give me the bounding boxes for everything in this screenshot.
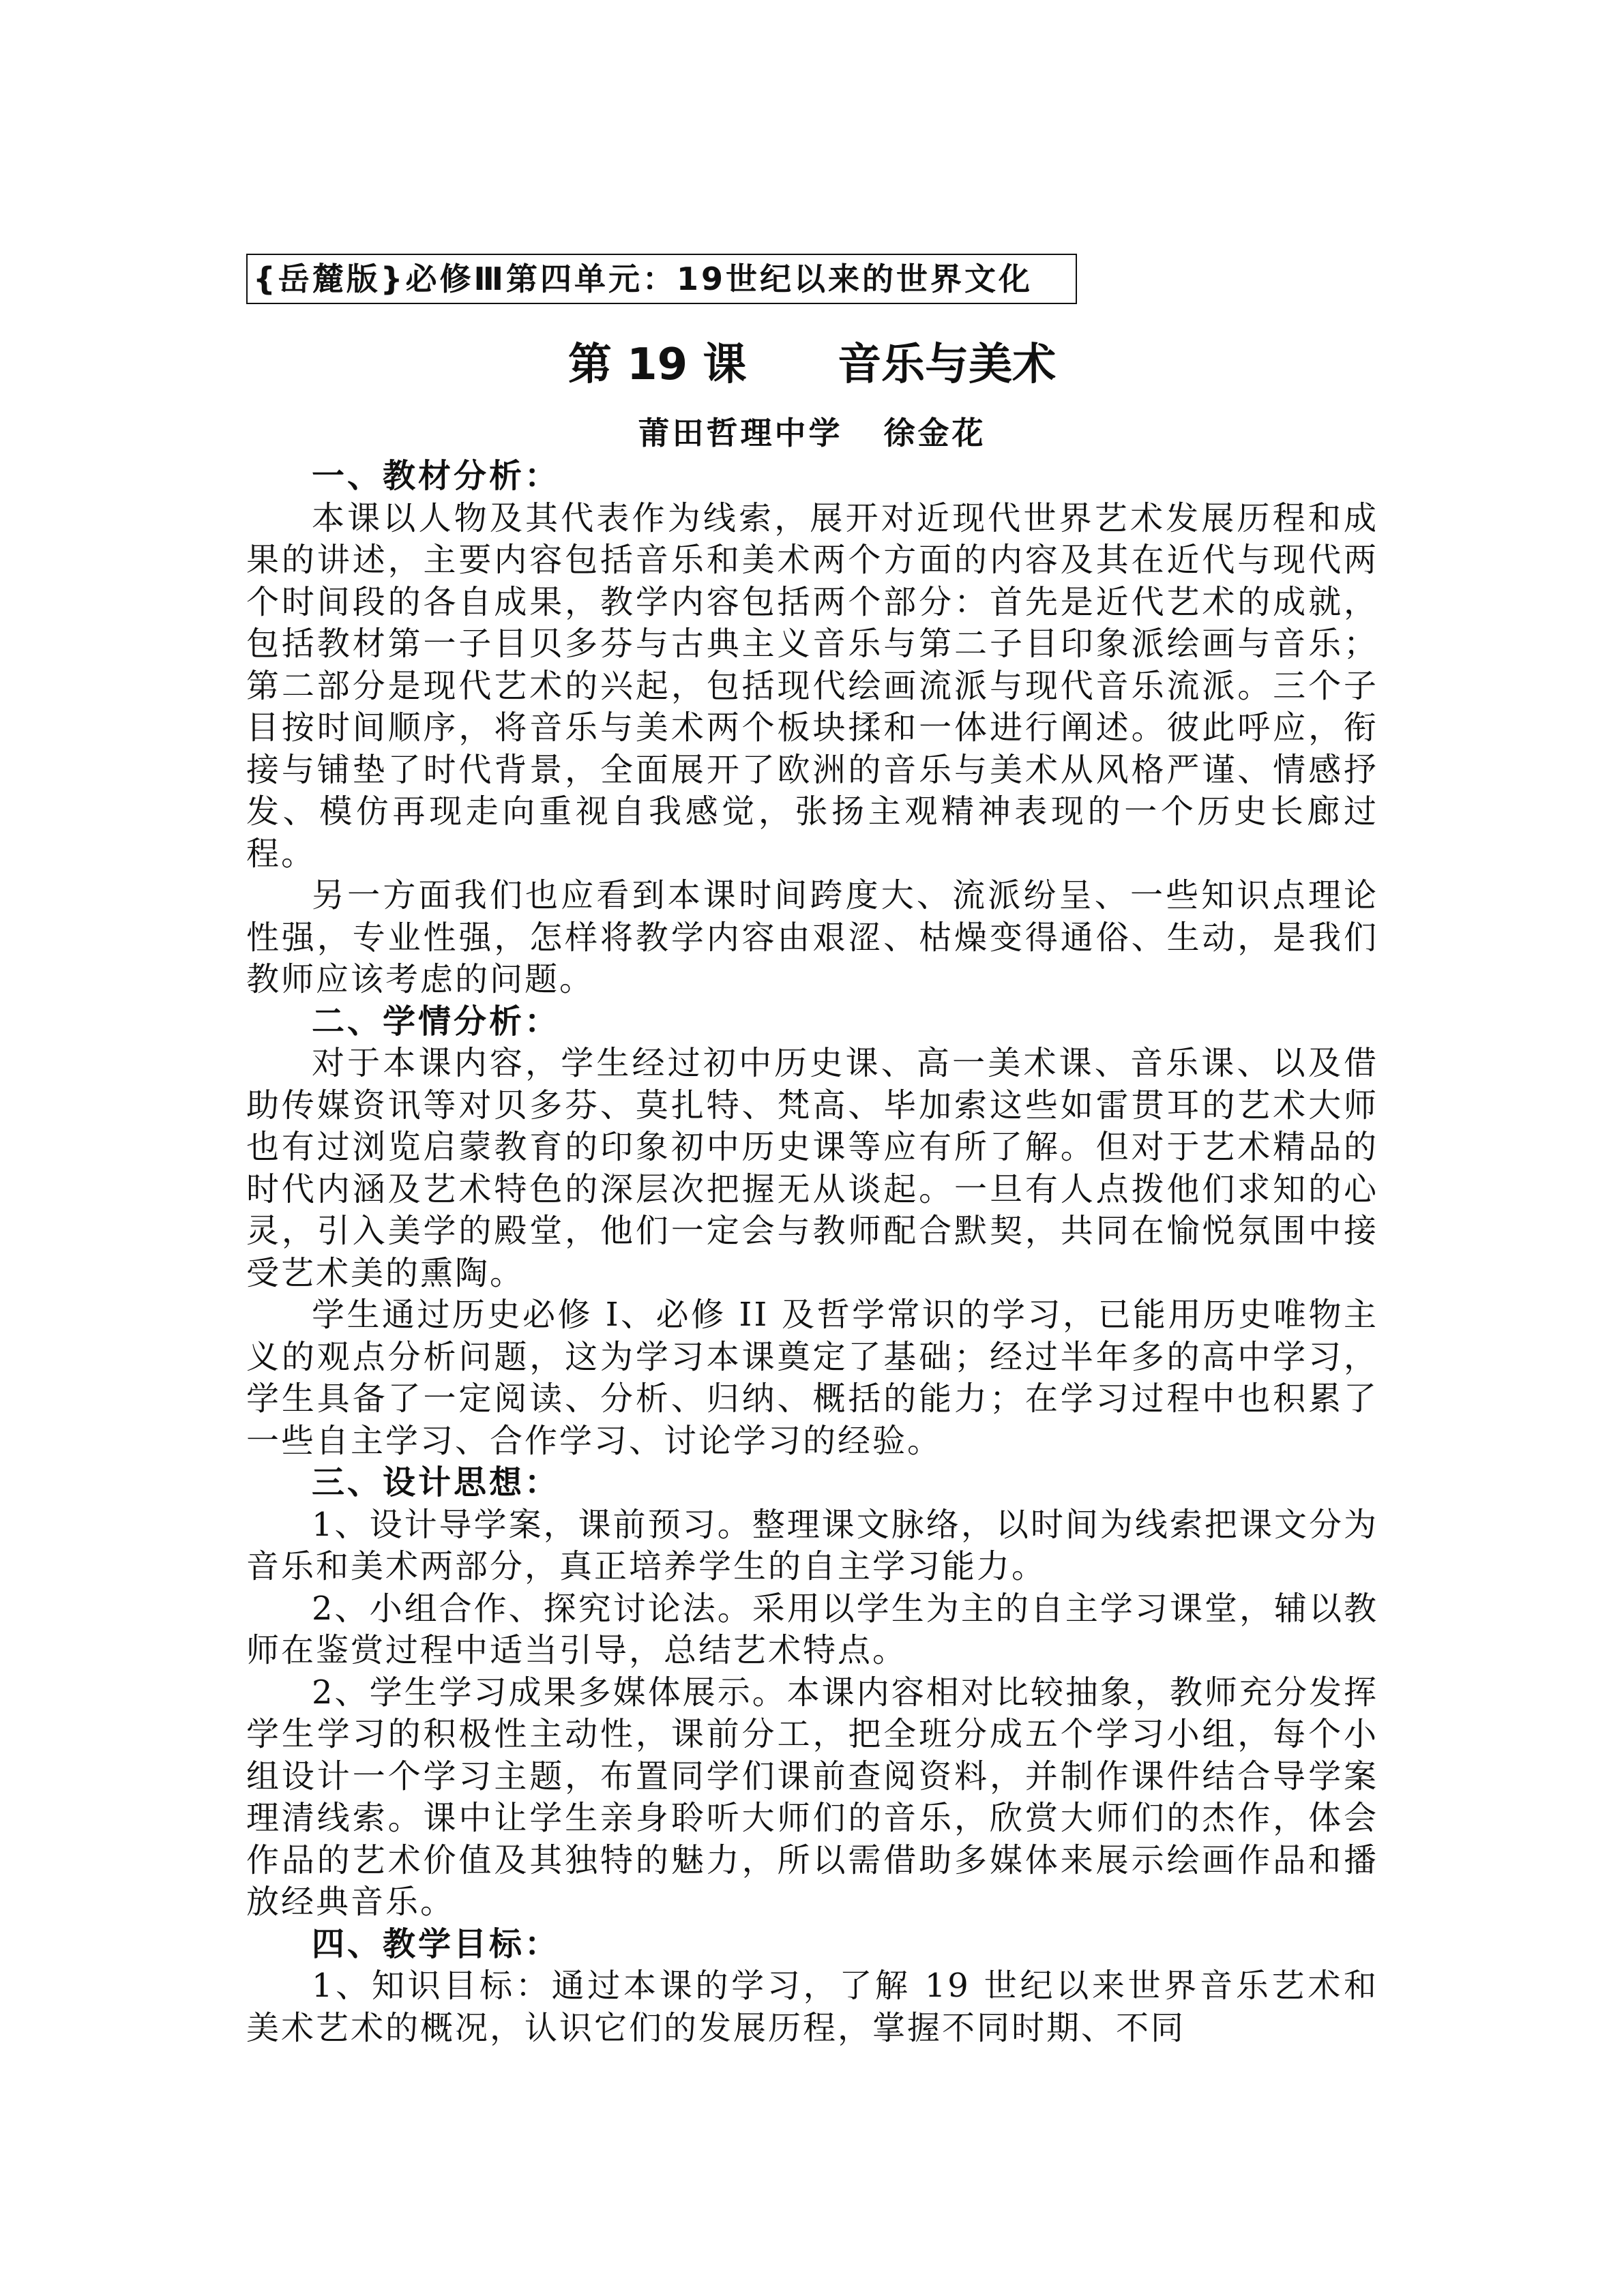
paragraph: 学生通过历史必修 I、必修 II 及哲学常识的学习，已能用历史唯物主义的观点分析问题，这为学习本课奠定了基础；经过半年多的高中学习，学生具备了一定阅读、分析、归纳、概括的能力；在学习过程中也积累了一些自主学习、合作学习、讨论学习的经验。 (246, 1296, 1378, 1460)
page-title: 第 19 课 音乐与美术 (567, 340, 1057, 390)
section-heading: 一、教材分析： (312, 457, 561, 495)
author-line: 莆田哲理中学 徐金花 (638, 415, 986, 451)
paragraph: 1、设计导学案，课前预习。整理课文脉络，以时间为线索把课文分为音乐和美术两部分，真正培养学生的自主学习能力。 (246, 1505, 1378, 1585)
paragraph: 另一方面我们也应看到本课时间跨度大、流派纷呈、一些知识点理论性强，专业性强，怎样将教学内容由艰涩、枯燥变得通俗、生动，是我们教师应该考虑的问题。 (246, 876, 1378, 998)
paragraph: 对于本课内容，学生经过初中历史课、高一美术课、音乐课、以及借助传媒资讯等对贝多芬、莫扎特、梵高、毕加索这些如雷贯耳的艺术大师也有过浏览启蒙教育的印象初中历史课等应有所了解。但对于艺术精品的时代内涵及艺术特色的深层次把握无从谈起。一旦有人点拨他们求知的心灵，引入美学的殿堂，他们一定会与教师配合默契，共同在愉悦氛围中接受艺术美的熏陶。 (246, 1044, 1378, 1292)
header-label: {岳麓版}必修Ⅲ第四单元：19世纪以来的世界文化 (246, 254, 1077, 304)
section-heading: 三、设计思想： (312, 1463, 561, 1502)
section-heading: 四、教学目标： (312, 1924, 561, 1963)
section-heading: 二、学情分析： (312, 1002, 561, 1041)
paragraph: 1、知识目标：通过本课的学习，了解 19 世纪以来世界音乐艺术和美术艺术的概况，认识它们的发展历程，掌握不同时期、不同 (246, 1967, 1378, 2047)
document-body (246, 456, 1378, 2049)
paragraph: 2、小组合作、探究讨论法。采用以学生为主的自主学习课堂，辅以教师在鉴赏过程中适当引导，总结艺术特点。 (246, 1589, 1378, 1669)
paragraph: 2、学生学习成果多媒体展示。本课内容相对比较抽象，教师充分发挥学生学习的积极性主动性，课前分工，把全班分成五个学习小组，每个小组设计一个学习主题，布置同学们课前查阅资料，并制作课件结合导学案理清线索。课中让学生亲身聆听大师们的音乐，欣赏大师们的杰作，体会作品的艺术价值及其独特的魅力，所以需借助多媒体来展示绘画作品和播放经典音乐。 (246, 1673, 1378, 1921)
paragraph: 本课以人物及其代表作为线索，展开对近现代世界艺术发展历程和成果的讲述，主要内容包括音乐和美术两个方面的内容及其在近代与现代两个时间段的各自成果，教学内容包括两个部分：首先是近代艺术的成就，包括教材第一子目贝多芬与古典主义音乐与第二子目印象派绘画与音乐；第二部分是现代艺术的兴起，包括现代绘画流派与现代音乐流派。三个子目按时间顺序，将音乐与美术两个板块揉和一体进行阐述。彼此呼应，衔接与铺垫了时代背景，全面展开了欧洲的音乐与美术从风格严谨、情感抒发、模仿再现走向重视自我感觉，张扬主观精神表现的一个历史长廊过程。 (246, 498, 1378, 873)
